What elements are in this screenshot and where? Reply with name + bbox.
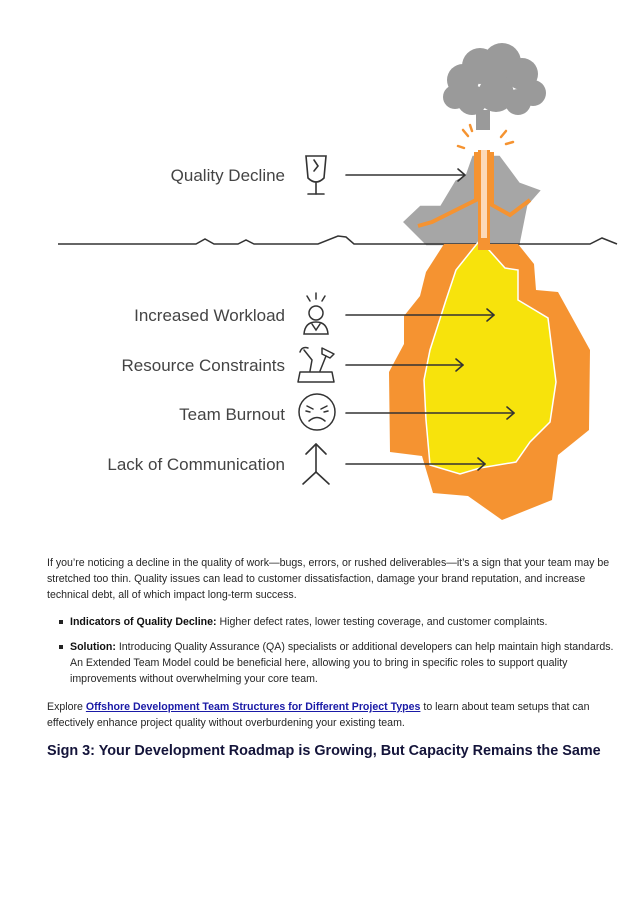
volcano bbox=[402, 150, 542, 246]
article-body bbox=[47, 555, 619, 759]
bullet-marker bbox=[59, 645, 63, 649]
bullet-label: Solution: bbox=[70, 641, 116, 653]
explore-paragraph bbox=[47, 699, 619, 731]
bullet-text: Higher defect rates, lower testing coverage, and customer complaints. bbox=[216, 616, 548, 628]
label-increased-workload: Increased Workload bbox=[134, 306, 285, 325]
label-lack-of-communication: Lack of Communication bbox=[107, 455, 285, 474]
list-item bbox=[47, 614, 619, 630]
label-quality-decline: Quality Decline bbox=[170, 166, 285, 185]
bullet-marker bbox=[59, 620, 63, 624]
explore-prefix: Explore bbox=[47, 701, 86, 713]
label-resource-constraints: Resource Constraints bbox=[121, 356, 285, 375]
bullet-list bbox=[47, 614, 619, 687]
offshore-structures-link[interactable]: Offshore Development Team Structures for Different Project Types bbox=[85, 701, 421, 713]
label-team-burnout: Team Burnout bbox=[179, 405, 285, 424]
wine-glass-icon bbox=[306, 156, 326, 194]
stressed-person-icon bbox=[304, 293, 328, 334]
bullet-label: Indicators of Quality Decline: bbox=[70, 616, 217, 628]
list-item bbox=[47, 639, 619, 687]
tools-icon bbox=[298, 348, 334, 383]
section-heading: Sign 3: Your Development Roadmap is Growing, But Capacity Remains the Same bbox=[47, 743, 601, 759]
lava-chamber bbox=[389, 238, 590, 520]
smoke-cloud bbox=[443, 43, 546, 130]
sad-face-icon bbox=[299, 394, 335, 430]
branching-arrow-icon bbox=[303, 444, 329, 484]
explore-suffix: to learn about team setups that can effectively enhance project quality without overburdening your existing team. bbox=[47, 701, 590, 729]
bullet-text: Introducing Quality Assurance (QA) specialists or additional developers can help maintain high standards. An Extended Team Model could be beneficial here, allowing you to bring in specific roles to support quality improvements without overwhelming your core team. bbox=[70, 641, 614, 685]
intro-paragraph: If you’re noticing a decline in the quality of work—bugs, errors, or rushed deliverables—it’s a sign that your team may be stretched too thin. Quality issues can lead to customer dissatisfaction, damage your brand reputation, and increase technical debt, all of which impact long-term success. bbox=[47, 557, 610, 601]
ground-line bbox=[58, 236, 617, 244]
